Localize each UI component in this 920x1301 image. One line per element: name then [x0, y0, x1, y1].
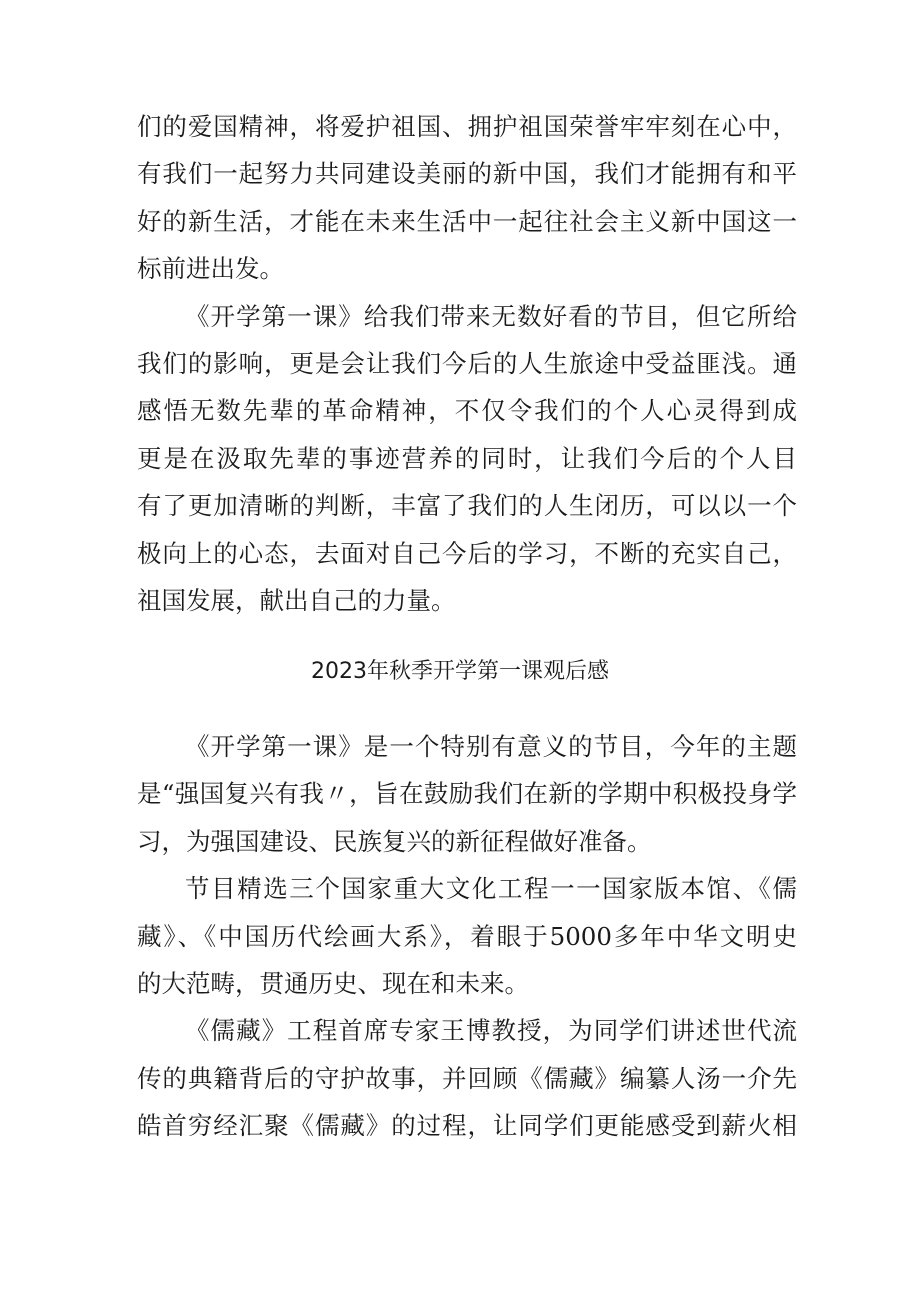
text-line: 《开学第一课》给我们带来无数好看的节目，但它所给	[185, 301, 797, 331]
paragraph-group-2	[137, 723, 797, 1150]
text-line: 好的新生活，才能在未来生活中一起往社会主义新中国这一	[137, 206, 797, 236]
text-line: 习，为强国建设、民族复兴的新征程做好准备。	[137, 826, 652, 856]
text-line: 藏》、《中国历代绘画大系》，着眼于5000多年中华文明史	[137, 921, 797, 951]
section-heading: 2023年秋季开学第一课观后感	[311, 659, 609, 684]
text-line: 标前进出发。	[137, 254, 284, 284]
paragraph-group-1	[137, 103, 797, 624]
text-line: 传的典籍背后的守护故事，并回顾《儒藏》编纂人汤一介先	[137, 1063, 797, 1093]
text-line: 《儒藏》工程首席专家王博教授，为同学们讲述世代流	[185, 1016, 797, 1046]
text-line: 更是在汲取先辈的事迹营养的同时，让我们今后的个人目	[137, 443, 797, 473]
text-line: 们的爱国精神，将爱护祖国、拥护祖国荣誉牢牢刻在心中，	[137, 112, 797, 141]
text-line: 的大范畴，贯通历史、现在和未来。	[137, 968, 529, 998]
text-line: 极向上的心态，去面对自己今后的学习，不断的充实自己，	[137, 538, 797, 568]
text-line: 我们的影响，更是会让我们今后的人生旅途中受益匪浅。通	[137, 348, 797, 378]
text-line: 祖国发展，献出自己的力量。	[137, 585, 456, 615]
text-line: 节目精选三个国家重大文化工程一一国家版本馆、《儒	[185, 874, 797, 904]
text-line: 是“强国复兴有我〃，旨在鼓励我们在新的学期中积极投身学	[137, 779, 797, 809]
text-line: 皓首穷经汇聚《儒藏》的过程，让同学们更能感受到薪火相	[137, 1111, 797, 1141]
text-line: 有了更加清晰的判断，丰富了我们的人生闭历，可以以一个	[137, 491, 797, 521]
text-line: 有我们一起努力共同建设美丽的新中国，我们才能拥有和平	[137, 159, 797, 189]
text-line: 感悟无数先辈的革命精神，不仅令我们的个人心灵得到成	[137, 396, 797, 426]
text-line: 《开学第一课》是一个特别有意义的节目，今年的主题	[185, 732, 797, 761]
